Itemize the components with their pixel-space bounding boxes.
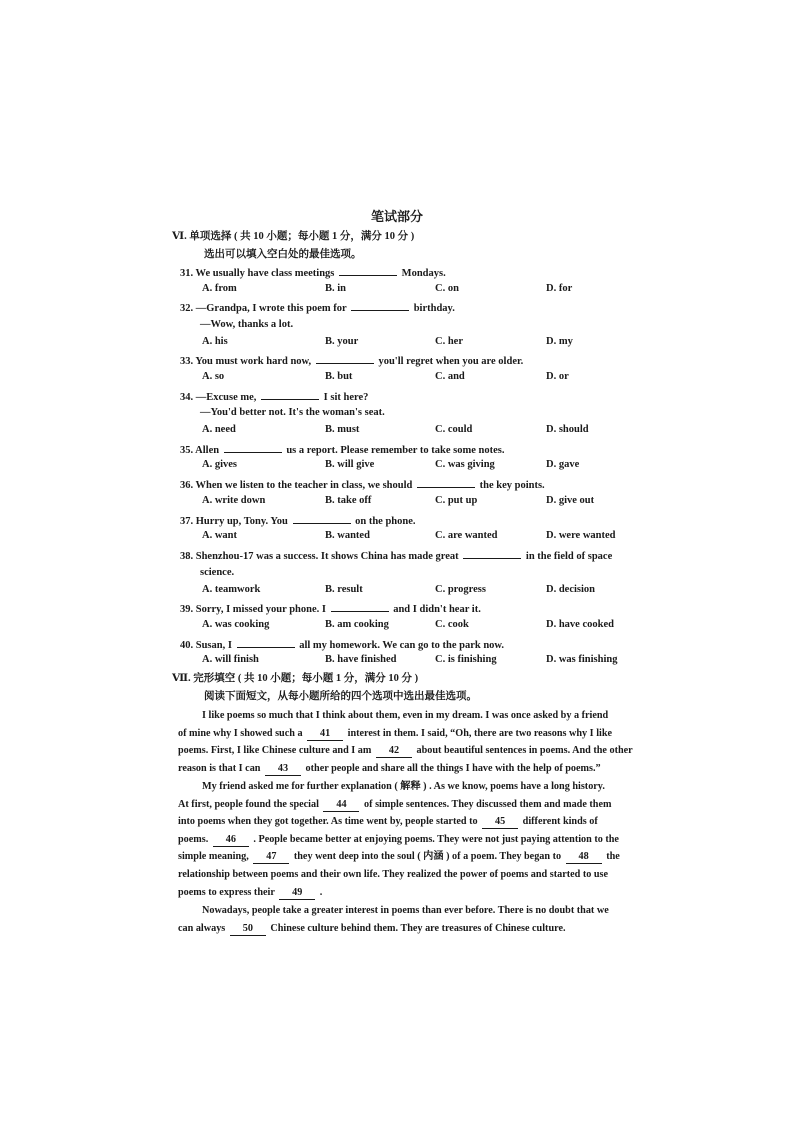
passage-text: they went deep into the soul ( 内涵 ) of a poem. They began to [293, 851, 562, 863]
passage-line [178, 848, 672, 866]
passage-line [178, 760, 672, 778]
passage-text: I like poems so much that I think about them, even in my dream. I was once asked by a friend [202, 710, 609, 721]
question-33-options [202, 371, 622, 385]
section-6-heading: Ⅵ. 单项选择 ( 共 10 小题；每小题 1 分，满分 10 分 ) [172, 231, 415, 242]
question-text: 40. Susan, I [180, 640, 232, 651]
question-36 [180, 477, 545, 493]
question-text: and I didn't hear it. [393, 604, 481, 615]
question-text: Mondays. [401, 268, 446, 279]
option-b: B. will give [325, 459, 375, 470]
option-d: D. should [546, 424, 589, 435]
option-a: A. his [202, 336, 228, 347]
question-text: in the field of space [525, 551, 613, 562]
passage-text: can always [178, 922, 226, 934]
option-b: B. wanted [325, 530, 370, 541]
question-39 [180, 601, 481, 617]
option-a: A. so [202, 371, 225, 382]
question-37 [180, 513, 416, 529]
passage-text: of mine why I showed such a [178, 727, 303, 739]
question-32-options [202, 336, 622, 350]
option-d: D. decision [546, 584, 596, 595]
question-35-options [202, 459, 622, 473]
question-text: the key points. [479, 480, 545, 491]
passage-line [178, 920, 672, 938]
option-d: D. were wanted [546, 530, 616, 541]
cloze-blank-41: 41 [307, 728, 343, 741]
option-c: C. could [435, 424, 473, 435]
question-40-options [202, 654, 622, 668]
passage-paragraph-3 [178, 902, 672, 937]
cloze-blank-44: 44 [323, 799, 359, 812]
passage-text: the [606, 851, 620, 863]
option-b: B. have finished [325, 654, 397, 665]
passage-text: into poems when they got together. As time went by, people started to [178, 816, 478, 828]
cloze-blank-43: 43 [265, 763, 301, 776]
option-a: A. gives [202, 459, 237, 470]
passage-text: relationship between poems and their own life. They realized the power of poems and started to use [178, 868, 609, 880]
question-text: I sit here? [323, 392, 369, 403]
cloze-blank-46: 46 [213, 834, 249, 847]
question-34 [180, 389, 368, 405]
cloze-blank-47: 47 [253, 851, 289, 864]
option-d: D. or [546, 371, 569, 382]
question-37-options [202, 530, 622, 544]
question-33 [180, 353, 523, 369]
passage-line [178, 866, 672, 884]
passage-paragraph-1 [178, 707, 672, 777]
option-a: A. from [202, 283, 237, 294]
question-36-options [202, 495, 622, 509]
passage-line [178, 884, 672, 902]
passage-line [178, 742, 672, 760]
option-c: C. on [435, 283, 459, 294]
passage-line [178, 831, 672, 849]
option-c: C. was giving [435, 459, 495, 470]
option-c: C. progress [435, 584, 486, 595]
passage-line [178, 796, 672, 814]
passage-text: simple meaning, [178, 851, 249, 863]
passage-text: My friend asked me for further explanation ( 解释 ) . As we know, poems have a long history. [202, 781, 605, 792]
passage-text: reason is that I can [178, 762, 261, 774]
answer-blank [417, 477, 475, 488]
passage-text: Chinese culture behind them. They are treasures of Chinese culture. [270, 922, 566, 934]
question-text: all my homework. We can go to the park now. [299, 640, 505, 651]
option-a: A. was cooking [202, 619, 270, 630]
option-d: D. have cooked [546, 619, 614, 630]
passage-line [178, 813, 672, 831]
question-text: 38. Shenzhou-17 was a success. It shows China has made great [180, 551, 459, 562]
answer-blank [351, 300, 409, 311]
question-text: 34. —Excuse me, [180, 392, 257, 403]
question-38-continued: science. [200, 567, 235, 578]
question-34-options [202, 424, 622, 438]
passage-text: poems. [178, 833, 209, 845]
option-c: C. and [435, 371, 465, 382]
passage-text: . People became better at enjoying poems. They were not just paying attention to the [253, 833, 619, 845]
question-text: 37. Hurry up, Tony. You [180, 516, 288, 527]
option-d: D. was finishing [546, 654, 618, 665]
cloze-blank-48: 48 [566, 851, 602, 864]
question-text: birthday. [413, 303, 455, 314]
question-text: 36. When we listen to the teacher in class, we should [180, 480, 413, 491]
passage-text: . [319, 886, 323, 898]
option-b: B. am cooking [325, 619, 389, 630]
passage-paragraph-2 [178, 778, 672, 901]
page-title: 笔试部分 [370, 209, 423, 224]
answer-blank [261, 389, 319, 400]
option-c: C. her [435, 336, 463, 347]
question-38 [180, 548, 612, 564]
option-a: A. want [202, 530, 238, 541]
passage-text: of simple sentences. They discussed them and made them [364, 798, 612, 810]
question-text: 31. We usually have class meetings [180, 268, 335, 279]
passage-text: Nowadays, people take a greater interest in poems than ever before. There is no doubt that we [202, 905, 609, 916]
question-31-options [202, 283, 622, 297]
passage-line [178, 778, 672, 796]
passage-line [178, 707, 672, 725]
option-d: D. give out [546, 495, 595, 506]
cloze-blank-42: 42 [376, 745, 412, 758]
passage-text: other people and share all the things I have with the help of poems.” [305, 762, 601, 774]
cloze-blank-45: 45 [482, 816, 518, 829]
option-a: A. write down [202, 495, 266, 506]
passage-text: about beautiful sentences in poems. And the other [416, 745, 633, 757]
cloze-blank-50: 50 [230, 923, 266, 936]
option-a: A. teamwork [202, 584, 261, 595]
option-b: B. result [325, 584, 363, 595]
option-b: B. take off [325, 495, 372, 506]
option-c: C. put up [435, 495, 478, 506]
section-7-instruction: 阅读下面短文，从每小题所给的四个选项中选出最佳选项。 [204, 691, 477, 702]
option-a: A. need [202, 424, 236, 435]
question-34-reply: —You'd better not. It's the woman's seat. [200, 407, 385, 418]
question-text: you'll regret when you are older. [378, 356, 524, 367]
answer-blank [339, 265, 397, 276]
question-text: on the phone. [355, 516, 416, 527]
question-40 [180, 637, 504, 653]
passage-text: poems to express their [178, 886, 275, 898]
option-b: B. but [325, 371, 353, 382]
question-39-options [202, 619, 622, 633]
question-31 [180, 265, 446, 281]
question-32-reply: —Wow, thanks a lot. [200, 319, 294, 330]
question-38-options [202, 584, 622, 598]
option-c: C. is finishing [435, 654, 497, 665]
question-text: us a report. Please remember to take some notes. [286, 445, 505, 456]
question-text: 39. Sorry, I missed your phone. I [180, 604, 326, 615]
answer-blank [237, 637, 295, 648]
question-32 [180, 300, 455, 316]
option-c: C. are wanted [435, 530, 498, 541]
section-6-instruction: 选出可以填入空白处的最佳选项。 [204, 249, 362, 260]
answer-blank [331, 601, 389, 612]
passage-line [178, 902, 672, 920]
option-a: A. will finish [202, 654, 259, 665]
section-7-heading: Ⅶ. 完形填空 ( 共 10 小题；每小题 1 分，满分 10 分 ) [172, 673, 419, 684]
question-text: 35. Allen [180, 445, 220, 456]
option-d: D. my [546, 336, 573, 347]
cloze-blank-49: 49 [279, 887, 315, 900]
answer-blank [463, 548, 521, 559]
passage-text: poems. First, I like Chinese culture and I am [178, 745, 372, 757]
answer-blank [316, 353, 374, 364]
passage-text: At first, people found the special [178, 798, 319, 810]
option-b: B. must [325, 424, 360, 435]
answer-blank [293, 513, 351, 524]
passage-text: interest in them. I said, “Oh, there are two reasons why I like [347, 727, 613, 739]
question-35 [180, 442, 504, 458]
passage-line [178, 725, 672, 743]
passage-text: different kinds of [522, 816, 598, 828]
option-b: B. in [325, 283, 347, 294]
option-d: D. for [546, 283, 573, 294]
option-d: D. gave [546, 459, 580, 470]
question-text: 32. —Grandpa, I wrote this poem for [180, 303, 347, 314]
answer-blank [224, 442, 282, 453]
option-c: C. cook [435, 619, 469, 630]
question-text: 33. You must work hard now, [180, 356, 312, 367]
option-b: B. your [325, 336, 359, 347]
